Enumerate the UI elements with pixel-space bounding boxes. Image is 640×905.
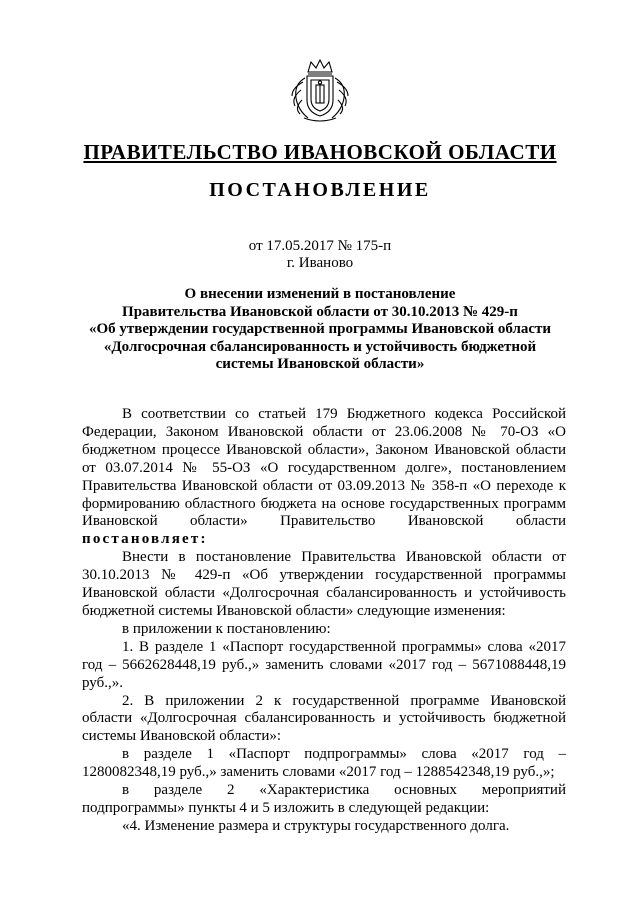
body-paragraph: в разделе 1 «Паспорт подпрограммы» слова «2017 год – 1280082348,19 руб.,» заменить словами «2017 год – 1288542348,19 руб.,»; <box>82 746 566 781</box>
preamble-paragraph <box>82 406 566 549</box>
subject-line: Правительства Ивановской области от 30.10.2013 № 429-п <box>122 303 518 320</box>
organization-name: ПРАВИТЕЛЬСТВО ИВАНОВСКОЙ ОБЛАСТИ <box>83 140 557 164</box>
body-paragraph: 1. В разделе 1 «Паспорт государственной программы» слова «2017 год – 5662628448,19 руб.,» заменить словами «2017 год – 5671088448,19 руб.,». <box>82 638 566 691</box>
preamble-text: В соответствии со статьей 179 Бюджетного кодекса Российской Федерации, Законом Ивановской области от 23.06.2008 № 70-ОЗ «О бюджетном процессе Ивановской области», Законом Ивановской области от 03.07.2014 № 55-ОЗ «О государственном долге», постановлением Правительства Ивановской области от 03.09.2013 № 358-п «О переходе к формированию областного бюджета на основе государственных программ Ивановской области» Правительство Ивановской области <box>82 406 566 530</box>
document-subject <box>70 286 570 374</box>
coat-of-arms-icon <box>286 58 354 124</box>
decree-word: постановляет: <box>82 531 208 548</box>
date-block <box>0 238 640 272</box>
body-paragraph: «4. Изменение размера и структуры государственного долга. <box>122 817 510 834</box>
body-paragraph: в разделе 2 «Характеристика основных мероприятий подпрограммы» пункты 4 и 5 изложить в следующей редакции: <box>82 782 566 816</box>
document-type: ПОСТАНОВЛЕНИЕ <box>209 179 431 201</box>
body-paragraph: в приложении к постановлению: <box>122 620 331 637</box>
subject-line: О внесении изменений в постановление <box>184 286 456 302</box>
body-paragraph: 2. В приложении 2 к государственной программе Ивановской области «Долгосрочная сбалансированность и устойчивость бюджетной системы Ивановской области»: <box>82 692 566 745</box>
city: г. Иваново <box>286 255 354 271</box>
subject-line: «Об утверждении государственной программы Ивановской области <box>88 321 552 337</box>
subject-line: системы Ивановской области» <box>215 356 425 372</box>
date-number: от 17.05.2017 № 175-п <box>248 238 392 254</box>
document-body <box>82 406 566 836</box>
body-paragraph: Внести в постановление Правительства Ивановской области от 30.10.2013 № 429-п «Об утверждении государственной программы Ивановской области «Долгосрочная сбалансированность и устойчивость бюджетной системы Ивановской области» следующие изменения: <box>82 549 566 619</box>
subject-line: «Долгосрочная сбалансированность и устойчивость бюджетной <box>103 338 537 355</box>
